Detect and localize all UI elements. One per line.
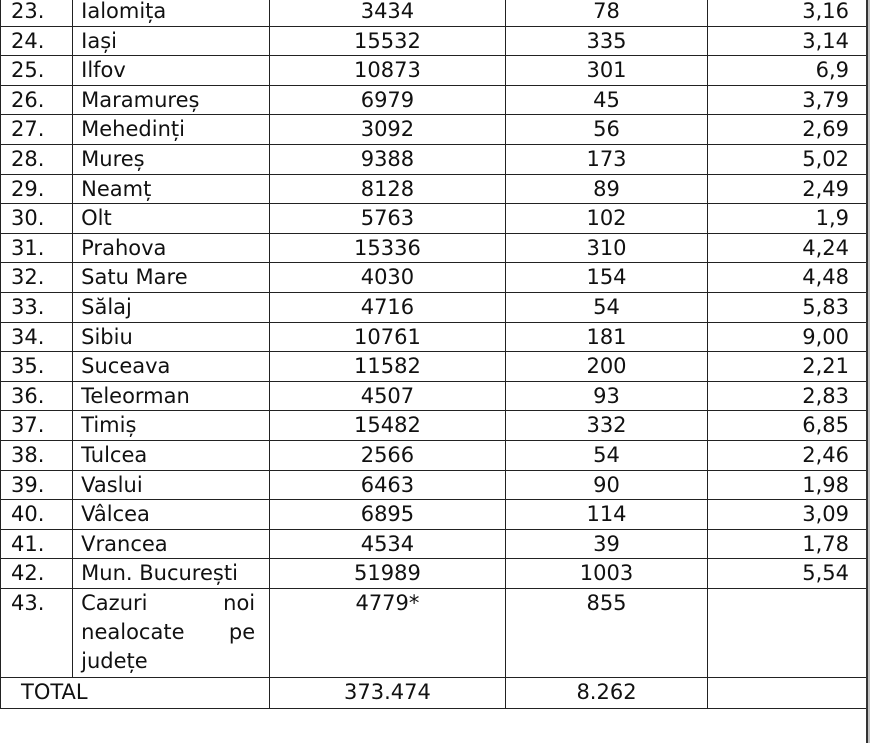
new-cases: 54: [506, 440, 708, 470]
table-row: [1, 263, 870, 293]
total-label: TOTAL: [1, 677, 270, 708]
incidence-rate: 1,78: [707, 529, 869, 559]
row-number: 43.: [1, 588, 73, 677]
new-cases: 102: [506, 204, 708, 234]
county-name: Timiș: [73, 411, 270, 441]
table-row: [1, 440, 870, 470]
total-cases: 4779*: [269, 588, 505, 677]
new-cases: 181: [506, 322, 708, 352]
label-word: noi: [223, 590, 256, 615]
row-number: 32.: [1, 263, 73, 293]
incidence-rate: 4,48: [707, 263, 869, 293]
row-number: 38.: [1, 440, 73, 470]
new-cases: 335: [506, 26, 708, 56]
new-cases: 56: [506, 115, 708, 145]
row-number: 30.: [1, 204, 73, 234]
county-name: Tulcea: [73, 440, 270, 470]
total-cases: 4716: [269, 292, 505, 322]
table-row: [1, 144, 870, 174]
table-row: [1, 500, 870, 530]
new-cases: 45: [506, 85, 708, 115]
label-line: [81, 618, 255, 647]
row-number: 35.: [1, 352, 73, 382]
row-number: 23.: [1, 0, 73, 26]
total-cases: 4507: [269, 381, 505, 411]
row-number: 28.: [1, 144, 73, 174]
row-number: 33.: [1, 292, 73, 322]
row-number: 39.: [1, 470, 73, 500]
county-name: Ialomița: [73, 0, 270, 26]
county-name: Vâlcea: [73, 500, 270, 530]
row-number: 26.: [1, 85, 73, 115]
county-name: Vaslui: [73, 470, 270, 500]
total-cases: 2566: [269, 440, 505, 470]
new-cases: 332: [506, 411, 708, 441]
total-cases: 10761: [269, 322, 505, 352]
label-word: Cazuri: [81, 590, 148, 615]
incidence-rate: [707, 677, 869, 708]
county-name: Maramureș: [73, 85, 270, 115]
table-row: [1, 56, 870, 86]
row-number: 34.: [1, 322, 73, 352]
table-row-unallocated: [1, 588, 870, 677]
county-name: Teleorman: [73, 381, 270, 411]
row-number: 37.: [1, 411, 73, 441]
incidence-rate: 2,69: [707, 115, 869, 145]
county-name: Satu Mare: [73, 263, 270, 293]
unallocated-label: [73, 588, 270, 677]
total-cases: 8128: [269, 174, 505, 204]
incidence-rate: 6,9: [707, 56, 869, 86]
county-name: Sibiu: [73, 322, 270, 352]
table-row: [1, 204, 870, 234]
incidence-rate: 1,98: [707, 470, 869, 500]
table-row: [1, 115, 870, 145]
incidence-rate: 3,79: [707, 85, 869, 115]
incidence-rate: 9,00: [707, 322, 869, 352]
new-cases: 310: [506, 233, 708, 263]
label-line: [81, 647, 255, 676]
row-number: 42.: [1, 559, 73, 589]
row-number: 25.: [1, 56, 73, 86]
county-name: Suceava: [73, 352, 270, 382]
new-cases: 855: [506, 588, 708, 677]
county-name: Neamț: [73, 174, 270, 204]
total-cases: 6979: [269, 85, 505, 115]
label-line: [81, 589, 255, 618]
table-row: [1, 529, 870, 559]
label-word: județe: [81, 648, 148, 673]
total-cases: 4534: [269, 529, 505, 559]
new-cases: 114: [506, 500, 708, 530]
total-cases: 3434: [269, 0, 505, 26]
table-row: [1, 352, 870, 382]
label-word: nealocate: [81, 619, 185, 644]
county-name: Ilfov: [73, 56, 270, 86]
county-name: Vrancea: [73, 529, 270, 559]
table-row: [1, 233, 870, 263]
table-row: [1, 381, 870, 411]
total-cases: 6895: [269, 500, 505, 530]
table-row: [1, 322, 870, 352]
new-cases: 200: [506, 352, 708, 382]
row-number: 27.: [1, 115, 73, 145]
total-cases: 4030: [269, 263, 505, 293]
label-word: pe: [228, 619, 256, 644]
table-row: [1, 0, 870, 26]
row-number: 36.: [1, 381, 73, 411]
total-cases: 15336: [269, 233, 505, 263]
new-cases: 39: [506, 529, 708, 559]
total-cases: 10873: [269, 56, 505, 86]
county-name: Mehedinți: [73, 115, 270, 145]
row-number: 40.: [1, 500, 73, 530]
new-cases: 1003: [506, 559, 708, 589]
incidence-rate: 3,16: [707, 0, 869, 26]
row-number: 24.: [1, 26, 73, 56]
total-cases: 373.474: [269, 677, 505, 708]
table-row-total: [1, 677, 870, 708]
incidence-rate: 6,85: [707, 411, 869, 441]
table-body: [1, 0, 870, 708]
new-cases: 78: [506, 0, 708, 26]
incidence-rate: 5,02: [707, 144, 869, 174]
incidence-rate: 2,83: [707, 381, 869, 411]
table-row: [1, 470, 870, 500]
county-name: Olt: [73, 204, 270, 234]
total-cases: 3092: [269, 115, 505, 145]
county-name: Iași: [73, 26, 270, 56]
incidence-rate: 5,83: [707, 292, 869, 322]
new-cases: 90: [506, 470, 708, 500]
new-cases: 93: [506, 381, 708, 411]
total-cases: 51989: [269, 559, 505, 589]
new-cases: 173: [506, 144, 708, 174]
total-cases: 11582: [269, 352, 505, 382]
total-cases: 15532: [269, 26, 505, 56]
row-number: 29.: [1, 174, 73, 204]
new-cases: 301: [506, 56, 708, 86]
incidence-rate: 5,54: [707, 559, 869, 589]
county-name: Mureș: [73, 144, 270, 174]
total-cases: 6463: [269, 470, 505, 500]
incidence-rate: [707, 588, 869, 677]
table-row: [1, 292, 870, 322]
county-name: Mun. București: [73, 559, 270, 589]
total-cases: 15482: [269, 411, 505, 441]
county-name: Prahova: [73, 233, 270, 263]
incidence-rate: 4,24: [707, 233, 869, 263]
incidence-rate: 3,14: [707, 26, 869, 56]
incidence-rate: 1,9: [707, 204, 869, 234]
total-cases: 5763: [269, 204, 505, 234]
incidence-rate: 2,21: [707, 352, 869, 382]
table-row: [1, 411, 870, 441]
table-row: [1, 559, 870, 589]
row-number: 31.: [1, 233, 73, 263]
table-row: [1, 26, 870, 56]
new-cases: 8.262: [506, 677, 708, 708]
county-name: Sălaj: [73, 292, 270, 322]
table-row: [1, 174, 870, 204]
new-cases: 54: [506, 292, 708, 322]
new-cases: 89: [506, 174, 708, 204]
incidence-rate: 2,46: [707, 440, 869, 470]
table-row: [1, 85, 870, 115]
incidence-rate: 3,09: [707, 500, 869, 530]
row-number: 41.: [1, 529, 73, 559]
new-cases: 154: [506, 263, 708, 293]
incidence-rate: 2,49: [707, 174, 869, 204]
total-cases: 9388: [269, 144, 505, 174]
